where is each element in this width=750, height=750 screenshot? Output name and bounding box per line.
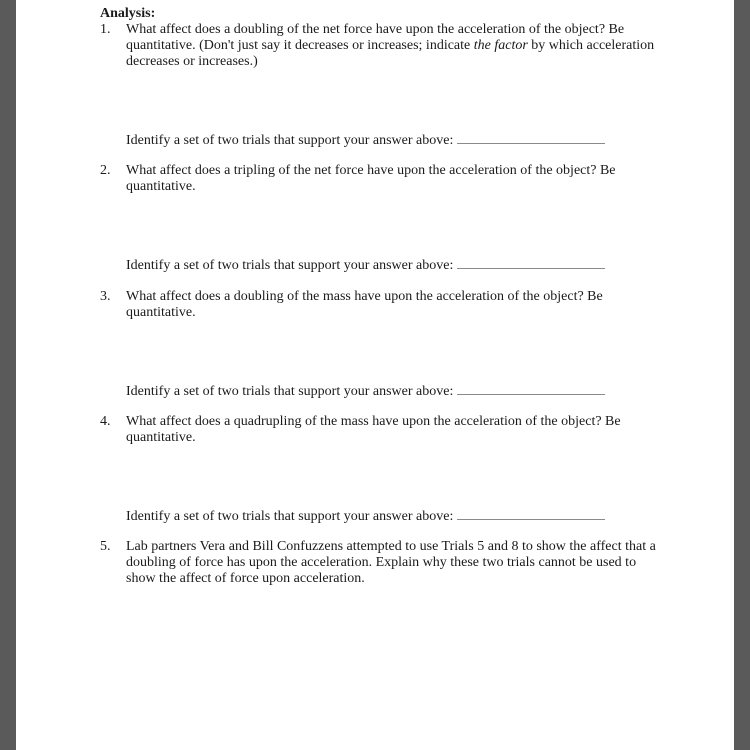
identify-prompt: Identify a set of two trials that support your answer above:: [126, 258, 454, 273]
identify-prompt: Identify a set of two trials that support your answer above:: [126, 509, 454, 524]
identify-row-2: [126, 257, 605, 274]
identify-row-3: [126, 383, 605, 400]
identify-prompt: Identify a set of two trials that support your answer above:: [126, 133, 454, 148]
question-number: 5.: [100, 539, 111, 554]
answer-blank-4[interactable]: [457, 508, 605, 520]
question-text: What affect does a doubling of the net force have upon the acceleration of the object? Be quantitative. (Don't just say it decreases or increases; indicate the factor by which acceleration decreases or increases.): [126, 22, 655, 69]
emphasis-text: the factor: [473, 38, 528, 53]
identify-row-4: [126, 508, 605, 525]
answer-blank-3[interactable]: [457, 383, 605, 395]
section-heading: Analysis:: [100, 6, 156, 21]
question-number: 1.: [100, 22, 111, 37]
question-text: What affect does a quadrupling of the mass have upon the acceleration of the object? Be quantitative.: [126, 414, 621, 445]
question-number: 4.: [100, 414, 111, 429]
worksheet-page: [16, 0, 734, 750]
question-number: 3.: [100, 289, 111, 304]
identify-row-1: [126, 132, 605, 149]
question-text: Lab partners Vera and Bill Confuzzens attempted to use Trials 5 and 8 to show the affect that a doubling of force has upon the acceleration. Explain why these two trials cannot be used to show the affect of force upon acceleration.: [126, 539, 656, 586]
answer-blank-2[interactable]: [457, 257, 605, 269]
question-text: What affect does a doubling of the mass have upon the acceleration of the object? Be quantitative.: [126, 289, 603, 320]
question-number: 2.: [100, 163, 111, 178]
identify-prompt: Identify a set of two trials that support your answer above:: [126, 384, 454, 399]
question-text: What affect does a tripling of the net force have upon the acceleration of the object? Be quantitative.: [126, 163, 616, 194]
answer-blank-1[interactable]: [457, 132, 605, 144]
